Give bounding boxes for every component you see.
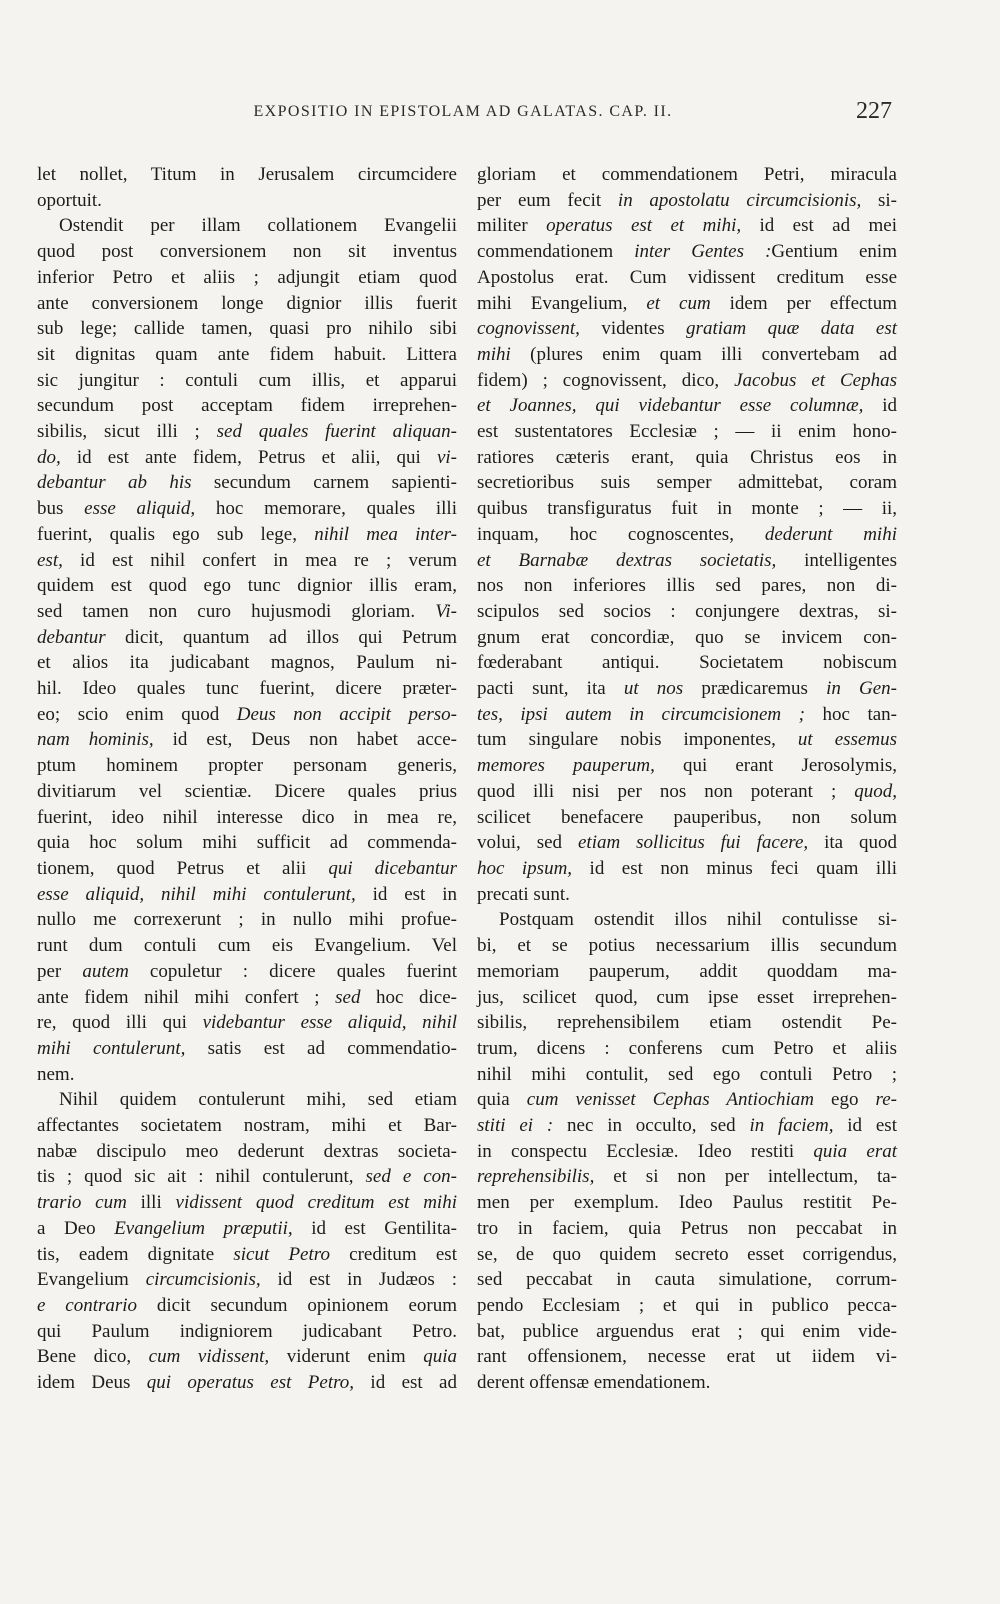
text-line (37, 599, 457, 625)
text-segment: quia hoc solum mihi sufficit ad commenda- (37, 832, 457, 854)
text-line (37, 1062, 457, 1088)
text-line (37, 830, 457, 856)
running-title: EXPOSITIO IN EPISTOLAM AD GALATAS. CAP. II. (253, 103, 673, 120)
text-line (477, 856, 897, 882)
text-line (37, 496, 457, 522)
text-segment: hoc tan- (805, 703, 897, 725)
text-line (477, 805, 897, 831)
text-line (477, 702, 897, 728)
text-line (37, 265, 457, 291)
text-line (37, 470, 457, 496)
italic-text: vidissent quod creditum est mihi (175, 1192, 457, 1214)
text-line (37, 625, 457, 651)
text-segment: hoc memorare, quales illi (195, 498, 457, 520)
text-line (477, 625, 897, 651)
text-segment: ante fidem nihil mihi confert ; (37, 986, 336, 1008)
text-segment: let nollet, Titum in Jerusalem circumcidere (37, 164, 457, 185)
italic-text: inter Gentes : (634, 241, 772, 263)
text-segment: id est in Judæos : (260, 1269, 458, 1291)
text-segment: qui erant Jerosolymis, (654, 755, 897, 777)
text-segment: runt dum contuli cum eis Evangelium. Vel (37, 935, 457, 957)
text-segment: gnum erat concordiæ, quo se invicem con- (477, 626, 897, 648)
text-segment: id est, Deus non habet acce- (153, 729, 457, 751)
text-line (477, 727, 897, 753)
italic-text: quia (423, 1346, 457, 1368)
text-line (477, 445, 897, 471)
italic-text: quia erat (813, 1140, 898, 1162)
text-line (37, 882, 457, 908)
text-line (477, 522, 897, 548)
italic-text: sed quales fuerint aliquan- (216, 421, 457, 443)
italic-text: circumcisionis, (145, 1269, 261, 1291)
text-segment: nec in occulto, sed (553, 1115, 750, 1137)
text-segment: fœderabant antiqui. Societatem nobiscum (477, 652, 897, 674)
text-line (477, 907, 897, 933)
text-line (477, 1319, 897, 1345)
italic-text: do, (37, 446, 61, 468)
italic-text: nihil mea inter- (314, 523, 457, 545)
italic-text: hoc ipsum, (477, 857, 573, 879)
text-segment: rant offensionem, necesse erat ut iidem vi- (477, 1346, 897, 1368)
text-line (37, 522, 457, 548)
italic-text: Jacobus et Cephas (734, 369, 897, 391)
text-line (37, 676, 457, 702)
text-segment: fuerint, qualis ego sub lege, (37, 523, 315, 545)
text-line (477, 676, 897, 702)
text-line (37, 753, 457, 779)
text-segment: Ostendit per illam collationem Evangelii (59, 215, 457, 237)
italic-text: et cum (646, 292, 711, 314)
text-line (37, 291, 457, 317)
text-line (477, 548, 897, 574)
text-segment: illi (126, 1192, 176, 1214)
text-line (477, 650, 897, 676)
text-line (37, 1010, 457, 1036)
text-line (37, 316, 457, 342)
text-segment: commendationem (477, 241, 635, 263)
text-segment: scilicet benefacere pauperibus, non solum (477, 806, 897, 828)
left-column (37, 162, 457, 1396)
text-line (477, 1087, 897, 1113)
text-segment: ego (814, 1089, 876, 1111)
text-line (477, 985, 897, 1011)
text-line (37, 1113, 457, 1139)
text-line (37, 445, 457, 471)
text-line (477, 265, 897, 291)
text-line (37, 213, 457, 239)
text-segment: quibus transfiguratus fuit in monte ; — ii, (477, 498, 897, 520)
text-line (37, 188, 457, 214)
text-segment: bi, et se potius necessarium illis secundum (477, 935, 897, 957)
text-line (37, 419, 457, 445)
text-line (477, 368, 897, 394)
text-segment: pendo Ecclesiam ; et qui in publico pecca- (477, 1294, 897, 1316)
text-segment: jus, scilicet quod, cum ipse esset irreprehen- (477, 986, 897, 1008)
right-column (477, 162, 897, 1396)
italic-text: ut nos (623, 678, 684, 700)
text-segment: secundum carnem sapienti- (191, 472, 458, 494)
italic-text: et Barnabæ dextras societatis, (477, 549, 777, 571)
text-line (37, 1293, 457, 1319)
text-segment: in conspectu Ecclesiæ. Ideo restiti (477, 1140, 814, 1162)
text-segment: hoc dice- (360, 986, 457, 1008)
text-segment: satis est ad commendatio- (185, 1037, 457, 1059)
italic-text: cognovissent, (477, 318, 580, 340)
italic-text: cum vidissent, (148, 1346, 270, 1368)
text-segment: et si non per intellectum, ta- (594, 1166, 897, 1188)
italic-text: trario cum (37, 1192, 127, 1214)
text-line (477, 933, 897, 959)
text-segment: nabæ discipulo meo dederunt dextras societa- (37, 1140, 457, 1162)
text-segment: fidem) ; cognovissent, dico, (477, 369, 735, 391)
text-line (37, 1319, 457, 1345)
text-line (477, 291, 897, 317)
text-line (37, 779, 457, 805)
text-segment: mihi Evangelium, (477, 292, 647, 314)
text-line (477, 393, 897, 419)
text-line (477, 753, 897, 779)
text-segment: men per exemplum. Ideo Paulus restitit Pe- (477, 1192, 897, 1214)
text-segment: id est ad mei (741, 215, 898, 237)
text-line (477, 1010, 897, 1036)
text-line (37, 1139, 457, 1165)
text-line (37, 1216, 457, 1242)
text-segment: hil. Ideo quales tunc fuerint, dicere præter- (37, 678, 457, 700)
text-segment: oportuit. (37, 189, 102, 211)
text-line (37, 1087, 457, 1113)
italic-text: gratiam quæ data est (686, 318, 897, 340)
text-segment: creditum est (329, 1243, 457, 1265)
text-line (37, 548, 457, 574)
text-line (477, 188, 897, 214)
text-segment: ante conversionem longe dignior illis fuerit (37, 292, 457, 314)
italic-text: in Gen- (826, 678, 897, 700)
text-segment: secretioribus suis semper admittebat, coram (477, 472, 897, 494)
text-segment: est sustentatores Ecclesiæ ; — ii enim hono- (477, 421, 897, 443)
text-segment: quidem est quod ego tunc dignior illis eram, (37, 575, 457, 597)
text-line (37, 1190, 457, 1216)
text-segment: scipulos sed socios : conjungere dextras, si- (477, 600, 897, 622)
text-segment: fuerint, ideo nihil interesse dico in mea re, (37, 806, 457, 828)
text-segment: idem per effectum (710, 292, 897, 314)
italic-text: sed e con- (365, 1166, 457, 1188)
italic-text: sed (335, 986, 361, 1008)
text-line (37, 368, 457, 394)
italic-text: sicut Petro (233, 1243, 330, 1265)
text-segment: id est (833, 1115, 897, 1137)
italic-text: et Joannes, qui videbantur esse columnæ, (477, 395, 864, 417)
text-segment: pacti sunt, ita (477, 678, 624, 700)
text-segment: Nihil quidem contulerunt mihi, sed etiam (59, 1089, 457, 1111)
italic-text: in apostolatu circumcisionis, (617, 189, 862, 211)
text-segment: volui, sed (477, 832, 578, 854)
italic-text: Evangelium præputii, (114, 1217, 293, 1239)
italic-text: qui dicebantur (328, 857, 457, 879)
text-line (477, 496, 897, 522)
text-segment: Postquam ostendit illos nihil contulisse si- (499, 909, 897, 931)
text-line (37, 1242, 457, 1268)
text-segment: id est ante fidem, Petrus et alii, qui (60, 446, 437, 468)
text-segment: divitiarum vel scientiæ. Dicere quales prius (37, 780, 457, 802)
text-segment: Evangelium (37, 1269, 146, 1291)
text-line (477, 1344, 897, 1370)
text-segment: id (863, 395, 897, 417)
text-line (477, 1370, 897, 1396)
text-line (477, 1139, 897, 1165)
italic-text: mihi (477, 343, 511, 365)
text-segment: idem Deus (37, 1372, 147, 1394)
italic-text: ut essemus (797, 729, 897, 751)
text-segment: secundum post acceptam fidem irreprehen- (37, 395, 457, 417)
text-segment: videntes (579, 318, 687, 340)
text-segment: viderunt enim (269, 1346, 424, 1368)
text-segment: qui Paulum indigniorem judicabant Petro. (37, 1320, 457, 1342)
text-line (37, 727, 457, 753)
text-segment: sed peccabat in cauta simulatione, corrum- (477, 1269, 897, 1291)
text-segment: prædicaremus (683, 678, 827, 700)
italic-text: esse aliquid, nihil mihi contulerunt, (37, 883, 356, 905)
text-segment: quod illi nisi per nos non poterant ; (477, 780, 855, 802)
text-line (37, 933, 457, 959)
italic-text: Deus non accipit perso- (236, 703, 457, 725)
text-line (477, 1113, 897, 1139)
text-segment: inferior Petro et aliis ; adjungit etiam quod (37, 266, 457, 288)
text-line (37, 1036, 457, 1062)
text-segment: tis ; quod sic ait : nihil contulerunt, (37, 1166, 366, 1188)
text-line (477, 1242, 897, 1268)
italic-text: quod, (854, 780, 897, 802)
italic-text: autem (82, 960, 129, 982)
text-line (37, 702, 457, 728)
text-line (37, 959, 457, 985)
text-segment: trum, dicens : conferens cum Petro et aliis (477, 1037, 897, 1059)
text-segment: ita quod (808, 832, 897, 854)
italic-text: nam hominis, (37, 729, 154, 751)
page-number: 227 (856, 98, 892, 124)
italic-text: operatus est et mihi, (546, 215, 742, 237)
text-segment: tro in faciem, quia Petrus non peccabat in (477, 1217, 897, 1239)
italic-text: e contrario (37, 1294, 138, 1316)
text-segment: intelligentes (776, 549, 897, 571)
text-line (477, 342, 897, 368)
italic-text: debantur (37, 626, 106, 648)
text-segment: sit dignitas quam ante fidem habuit. Littera (37, 343, 457, 365)
text-segment: et alios ita judicabant magnos, Paulum ni- (37, 652, 457, 674)
text-line (477, 1293, 897, 1319)
text-line (37, 856, 457, 882)
italic-text: stiti ei : (477, 1115, 554, 1137)
text-line (477, 1216, 897, 1242)
text-segment: dicit secundum opinionem eorum (137, 1294, 457, 1316)
text-line (477, 213, 897, 239)
text-segment: sibilis, reprehensibilem etiam ostendit Pe- (477, 1012, 897, 1034)
text-segment: se, de quo quidem secreto esset corrigendus, (477, 1243, 897, 1265)
text-segment: bus (37, 498, 85, 520)
text-line (37, 805, 457, 831)
text-line (37, 650, 457, 676)
text-line (37, 393, 457, 419)
text-segment: nos non inferiores illis sed pares, non di- (477, 575, 897, 597)
text-line (37, 162, 457, 188)
text-line (37, 1164, 457, 1190)
italic-text: debantur ab his (37, 472, 192, 494)
text-segment: id est nihil confert in mea re ; verum (62, 549, 457, 571)
text-line (477, 239, 897, 265)
text-line (477, 1164, 897, 1190)
text-line (37, 342, 457, 368)
text-line (477, 419, 897, 445)
text-segment: quod post conversionem non sit inventus (37, 241, 457, 263)
text-segment: id est in (355, 883, 457, 905)
text-line (477, 830, 897, 856)
italic-text: cum venisset Cephas Antiochiam (526, 1089, 814, 1111)
text-segment: per eum fecit (477, 189, 618, 211)
text-segment: sic jungitur : contuli cum illis, et apparui (37, 369, 457, 391)
text-line (477, 470, 897, 496)
text-segment: Bene dico, (37, 1346, 149, 1368)
text-segment: a Deo (37, 1217, 115, 1239)
text-segment: militer (477, 215, 547, 237)
text-segment: tionem, quod Petrus et alii (37, 857, 329, 879)
text-segment: copuletur : dicere quales fuerint (128, 960, 457, 982)
text-segment: derent offensæ emendationem. (477, 1372, 711, 1394)
text-segment: tis, eadem dignitate (37, 1243, 234, 1265)
text-segment: bat, publice arguendus erat ; qui enim vide- (477, 1320, 897, 1342)
text-segment: id est ad (354, 1372, 457, 1394)
text-segment: sub lege; callide tamen, quasi pro nihilo sibi (37, 318, 457, 340)
text-segment: ptum hominem propter personam generis, (37, 755, 457, 777)
text-segment: si- (861, 189, 897, 211)
text-line (37, 1370, 457, 1396)
italic-text: Vi- (435, 600, 457, 622)
text-segment: quia (477, 1089, 527, 1111)
italic-text: reprehensibilis, (477, 1166, 595, 1188)
text-line (37, 1267, 457, 1293)
text-line (37, 985, 457, 1011)
text-segment: id est Gentilita- (292, 1217, 457, 1239)
italic-text: qui operatus est Petro, (146, 1372, 355, 1394)
text-line (477, 1062, 897, 1088)
text-segment: gloriam et commendationem Petri, miracula (477, 164, 897, 185)
text-segment: id est non minus feci quam illi (572, 857, 898, 879)
text-segment: re, quod illi qui (37, 1012, 203, 1034)
text-line (477, 573, 897, 599)
text-line (37, 573, 457, 599)
text-segment: precati sunt. (477, 883, 570, 905)
text-segment: sed tamen non curo hujusmodi gloriam. (37, 600, 436, 622)
italic-text: esse aliquid, (84, 498, 196, 520)
italic-text: est, (37, 549, 63, 571)
italic-text: mihi contulerunt, (37, 1037, 186, 1059)
text-line (477, 316, 897, 342)
text-line (37, 907, 457, 933)
italic-text: dederunt mihi (764, 523, 897, 545)
italic-text: re- (875, 1089, 897, 1111)
italic-text: memores pauperum, (477, 755, 655, 777)
text-segment: ratiores cæteris erant, quia Christus eos in (477, 446, 897, 468)
text-segment: affectantes societatem nostram, mihi et Bar- (37, 1115, 457, 1137)
text-segment: nem. (37, 1063, 75, 1085)
text-line (37, 1344, 457, 1370)
text-segment: eo; scio enim quod (37, 703, 237, 725)
italic-text: vi- (436, 446, 457, 468)
text-line (37, 239, 457, 265)
text-segment: nihil mihi contulit, sed ego contuli Petro ; (477, 1063, 897, 1085)
text-line (477, 599, 897, 625)
text-segment: Apostolus erat. Cum vidissent creditum esse (477, 266, 897, 288)
text-segment: (plures enim quam illi convertebam ad (510, 343, 897, 365)
text-line (477, 1036, 897, 1062)
text-line (477, 162, 897, 188)
text-line (477, 779, 897, 805)
text-segment: Gentium enim (771, 241, 897, 263)
text-segment: tum singulare nobis imponentes, (477, 729, 798, 751)
text-segment: inquam, hoc cognoscentes, (477, 523, 765, 545)
text-line (477, 959, 897, 985)
text-segment: sibilis, sicut illi ; (37, 421, 217, 443)
text-segment: per (37, 960, 83, 982)
text-line (477, 1190, 897, 1216)
text-segment: nullo me correxerunt ; in nullo mihi profue- (37, 909, 457, 931)
text-segment: memoriam pauperum, addit quoddam ma- (477, 960, 897, 982)
italic-text: videbantur esse aliquid, nihil (202, 1012, 457, 1034)
italic-text: etiam sollicitus fui facere, (577, 832, 809, 854)
text-line (477, 882, 897, 908)
text-segment: dicit, quantum ad illos qui Petrum (105, 626, 457, 648)
italic-text: tes, ipsi autem in circumcisionem ; (477, 703, 805, 725)
text-line (477, 1267, 897, 1293)
italic-text: in faciem, (749, 1115, 834, 1137)
